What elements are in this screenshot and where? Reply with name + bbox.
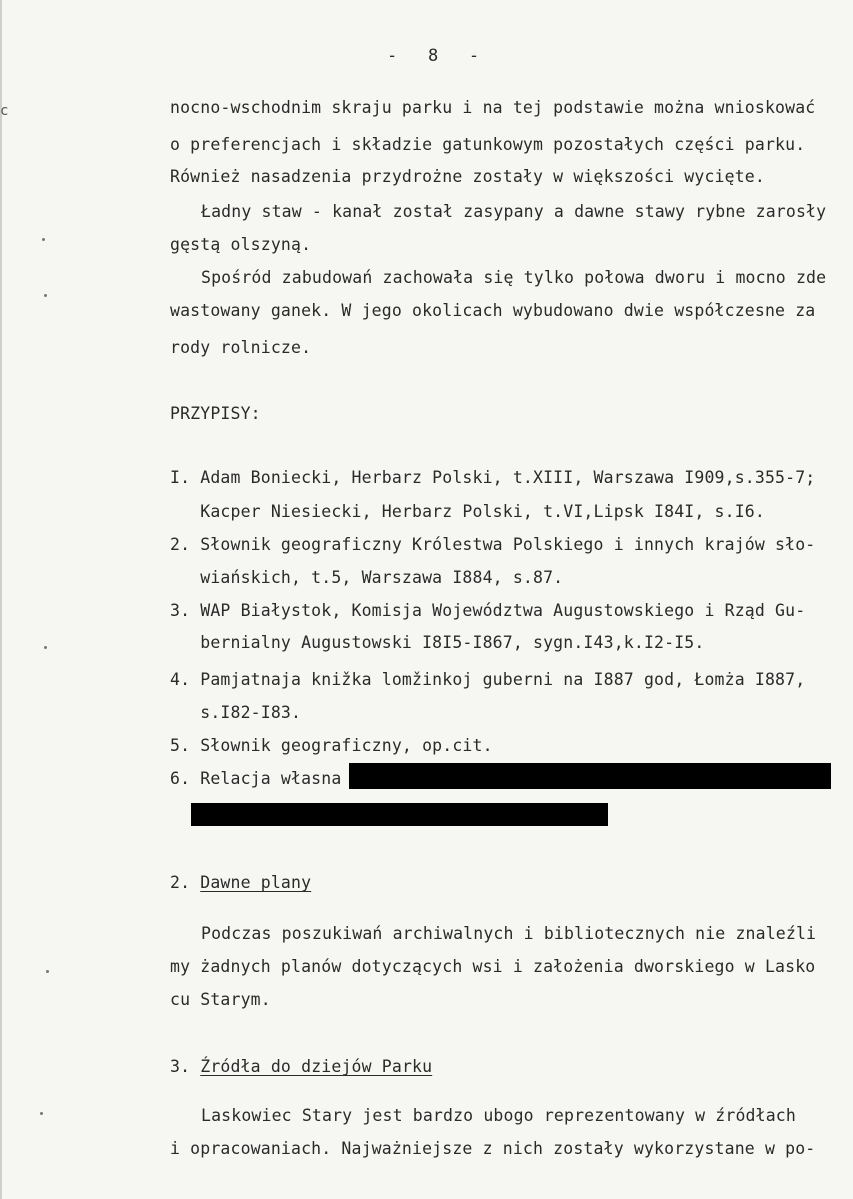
section-number: 3.: [170, 1057, 191, 1076]
footnote-line: bernialny Augustowski I8I5-I867, sygn.I43,k.I2-I5.: [170, 633, 705, 652]
body-line: i opracowaniach. Najważniejsze z nich zostały wykorzystane w po-: [170, 1139, 816, 1158]
page-number: - 8 -: [387, 46, 480, 66]
body-line: Ładny staw - kanał został zasypany a dawne stawy rybne zarosły: [201, 202, 827, 221]
section-title: Źródła do dziejów Parku: [200, 1057, 433, 1076]
body-line: nocno-wschodnim skraju parku i na tej podstawie można wnioskować: [170, 98, 816, 117]
body-line: wastowany ganek. W jego okolicach wybudowano dwie współczesne za: [170, 301, 816, 320]
body-line: rody rolnicze.: [170, 338, 312, 357]
footnote-line: s.I82-I83.: [170, 703, 302, 722]
footnote-line: wiańskich, t.5, Warszawa I884, s.87.: [170, 568, 564, 587]
scan-speck: [44, 646, 47, 649]
body-line: gęstą olszyną.: [170, 235, 312, 254]
scan-speck: [44, 294, 47, 297]
body-line: Również nasadzenia przydrożne zostały w większości wycięte.: [170, 167, 765, 186]
redaction-bar: [191, 803, 608, 826]
section-number: 2.: [170, 873, 191, 892]
scan-speck: [46, 970, 49, 973]
body-line: o preferencjach i składzie gatunkowym pozostałych części parku.: [170, 135, 806, 154]
footnote-line: 2. Słownik geograficzny Królestwa Polskiego i innych krajów sło-: [170, 535, 816, 554]
scan-speck: [40, 1112, 43, 1115]
body-line: Podczas poszukiwań archiwalnych i bibliotecznych nie znaleźli: [201, 924, 817, 943]
footnote-line: 3. WAP Białystok, Komisja Województwa Augustowskiego i Rząd Gu-: [170, 601, 806, 620]
footnotes-heading: PRZYPISY:: [170, 404, 261, 423]
section-heading: [170, 872, 311, 894]
body-line: Spośród zabudowań zachowała się tylko połowa dworu i mocno zde: [201, 268, 827, 287]
footnote-line: 5. Słownik geograficzny, op.cit.: [170, 736, 493, 755]
body-line: my żadnych planów dotyczących wsi i założenia dworskiego w Lasko: [170, 957, 816, 976]
body-line: cu Starym.: [170, 990, 271, 1009]
margin-mark: c: [0, 103, 9, 119]
page-edge: [0, 0, 2, 1199]
body-line: Laskowiec Stary jest bardzo ubogo reprezentowany w źródłach: [201, 1106, 796, 1125]
section-heading: [170, 1056, 432, 1078]
footnote-line: I. Adam Boniecki, Herbarz Polski, t.XIII, Warszawa I909,s.355-7;: [170, 468, 816, 487]
footnote-line: Kacper Niesiecki, Herbarz Polski, t.VI,Lipsk I84I, s.I6.: [170, 502, 765, 521]
scan-speck: [42, 238, 45, 241]
redaction-bar: [349, 763, 831, 789]
footnote-line: 4. Pamjatnaja knižka lomžinkoj guberni na I887 god, Łomża I887,: [170, 670, 806, 689]
section-title: Dawne plany: [200, 873, 312, 892]
footnote-line: 6. Relacja własna: [170, 769, 342, 788]
